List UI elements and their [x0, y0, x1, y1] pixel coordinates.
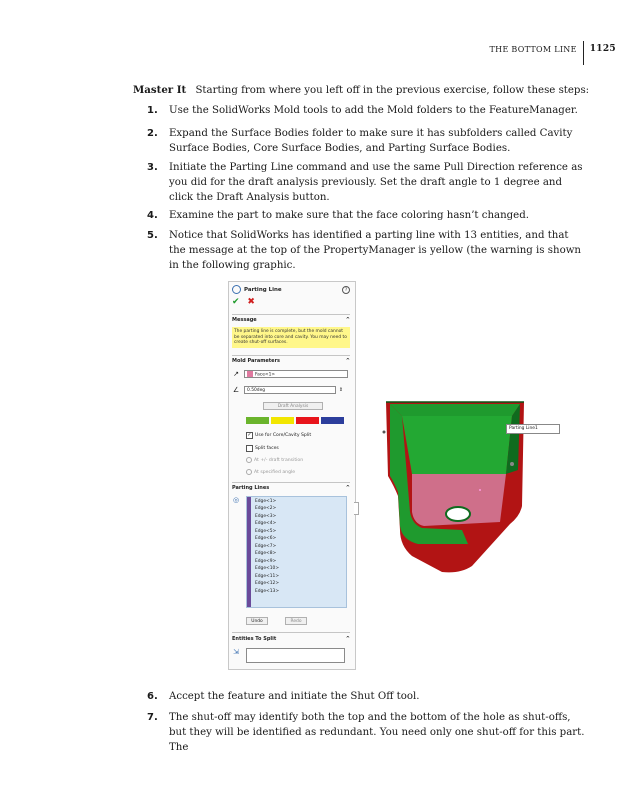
chevron-up-icon[interactable]: ^ [345, 485, 350, 491]
unchecked-box-icon[interactable] [246, 445, 253, 452]
edge-selection-icon: ◎ [232, 496, 240, 504]
step-text: Initiate the Parting Line command and use the same Pull Direction reference as you did for the draft analysis previously. Set the draft angle to 1 degree and click the Draft Analysis button. [169, 162, 583, 203]
list-item[interactable]: Edge<8> [255, 551, 277, 556]
master-it-intro: Starting from where you left off in the previous exercise, follow these steps: [195, 85, 590, 96]
hole-shape [446, 507, 470, 521]
running-head [490, 37, 616, 61]
list-item[interactable]: Edge<2> [255, 506, 277, 511]
step-text: Expand the Surface Bodies folder to make sure it has subfolders called Cavity Surface Bodies, Core Surface Bodies, and Parting Surface Bodies. [169, 128, 573, 154]
message-section-header[interactable] [232, 317, 350, 323]
step-text: Examine the part to make sure that the face coloring hasn’t changed. [169, 210, 529, 221]
running-head-divider [583, 41, 584, 65]
list-item[interactable]: Edge<10> [255, 566, 279, 571]
chevron-up-icon[interactable]: ^ [345, 358, 350, 364]
checked-box-icon[interactable]: ✓ [247, 432, 252, 438]
list-item[interactable]: Edge<12> [255, 581, 279, 586]
radio-icon[interactable] [246, 457, 252, 463]
step-item [147, 228, 587, 273]
list-item[interactable]: Edge<1> [255, 499, 277, 504]
vertex-marker [510, 462, 514, 466]
running-head-section: THE BOTTOM LINE [489, 44, 577, 54]
section-divider [232, 482, 350, 483]
parting-line-icon [232, 285, 241, 294]
step-number: 3. [147, 162, 158, 173]
spinner-icon[interactable]: ⇕ [338, 387, 344, 393]
help-icon[interactable]: ? [342, 286, 350, 294]
step-item [147, 710, 587, 755]
section-title: Parting Lines [232, 485, 270, 491]
parting-line-property-manager [228, 281, 356, 670]
vertex-marker [383, 431, 386, 434]
section-title: Message [232, 317, 257, 323]
step-item [147, 689, 587, 704]
checkbox-label: Split faces [255, 446, 279, 451]
parting-line-callout: Parting Line1 [506, 424, 560, 434]
checkbox-label: Use for Core/Cavity Split [255, 433, 312, 438]
list-item[interactable]: Edge<3> [255, 514, 277, 519]
step-item [147, 208, 587, 223]
master-it-paragraph [133, 83, 593, 98]
step-number: 6. [147, 691, 158, 702]
parting-lines-header[interactable] [232, 485, 350, 491]
step-item [147, 103, 587, 118]
pm-header [232, 285, 350, 294]
selection-color-bar [247, 497, 251, 607]
pink-swatch-icon [247, 371, 253, 377]
direction-arrow-icon: ↗ [233, 370, 239, 378]
step-text: Notice that SolidWorks has identified a parting line with 13 entities, and that the message at the top of the PropertyManager is yellow (the warning is shown in the following graphic. [169, 230, 581, 271]
section-divider [232, 632, 350, 633]
mold-parameters-header[interactable] [232, 358, 350, 364]
mold-part-model-view [372, 396, 532, 576]
back-wall-shape [402, 416, 512, 474]
warning-message: The parting line is complete, but the mold cannot be separated into core and cavity. You may need to create shut-off surfaces. [232, 327, 350, 348]
chevron-up-icon[interactable]: ^ [345, 636, 350, 642]
step-number: 1. [147, 105, 158, 116]
step-number: 4. [147, 210, 158, 221]
split-faces-checkbox[interactable] [246, 445, 346, 452]
list-item[interactable]: Edge<9> [255, 559, 277, 564]
direction-value: Face<1> [255, 372, 276, 378]
positive-draft-swatch [246, 417, 269, 424]
step-number: 5. [147, 230, 158, 241]
pm-title: Parting Line [244, 286, 282, 293]
step-number: 2. [147, 128, 158, 139]
entities-to-split-field[interactable] [246, 648, 345, 663]
straddle-swatch [321, 417, 344, 424]
page-number: 1125 [589, 44, 616, 54]
origin-marker [479, 489, 481, 491]
draft-transition-radio[interactable] [246, 457, 346, 463]
list-item[interactable]: Edge<11> [255, 574, 279, 579]
entities-to-split-header[interactable] [232, 636, 350, 642]
radio-label: At +/- draft transition [254, 457, 304, 463]
list-item[interactable]: Edge<5> [255, 529, 277, 534]
direction-field[interactable] [244, 370, 348, 378]
cancel-x-icon[interactable]: ✖ [247, 297, 255, 307]
chevron-up-icon[interactable]: ^ [345, 317, 350, 323]
step-number: 7. [147, 712, 158, 723]
redo-button[interactable]: Redo [285, 617, 307, 625]
step-item [147, 126, 587, 156]
section-divider [232, 314, 350, 315]
list-item[interactable]: Edge<4> [255, 521, 277, 526]
ok-cancel-row [232, 298, 255, 307]
top-rim-shape [390, 404, 520, 416]
undo-button[interactable]: Undo [246, 617, 268, 625]
list-item[interactable]: Edge<13> [255, 589, 279, 594]
section-divider [232, 355, 350, 356]
requires-draft-swatch [271, 417, 294, 424]
step-item [147, 160, 587, 205]
radio-label: At specified angle [254, 469, 296, 475]
draft-angle-icon: ∠ [232, 386, 240, 394]
section-title: Entities To Split [232, 636, 277, 642]
step-text: Accept the feature and initiate the Shut Off tool. [169, 691, 420, 702]
step-text: Use the SolidWorks Mold tools to add the Mold folders to the FeatureManager. [169, 105, 578, 116]
draft-angle-field[interactable]: 0.50deg [244, 386, 336, 394]
negative-draft-swatch [296, 417, 319, 424]
step-text: The shut-off may identify both the top and the bottom of the hole as shut-offs, but they will be identified as redundant. You need only one shut-off for this part. The [169, 712, 585, 753]
flyout-tab-icon[interactable] [354, 502, 359, 515]
draft-analysis-button[interactable]: Draft Analysis [263, 402, 323, 410]
radio-icon[interactable] [246, 469, 252, 475]
list-item[interactable]: Edge<7> [255, 544, 277, 549]
core-cavity-split-checkbox[interactable] [246, 432, 346, 439]
specified-angle-radio[interactable] [246, 469, 346, 475]
master-it-label: Master It [133, 84, 187, 96]
parting-line-edge-list[interactable] [246, 496, 347, 608]
section-title: Mold Parameters [232, 358, 281, 364]
list-item[interactable]: Edge<6> [255, 536, 277, 541]
split-entity-icon: ⇲ [233, 648, 239, 656]
ok-check-icon[interactable]: ✔ [232, 297, 240, 307]
